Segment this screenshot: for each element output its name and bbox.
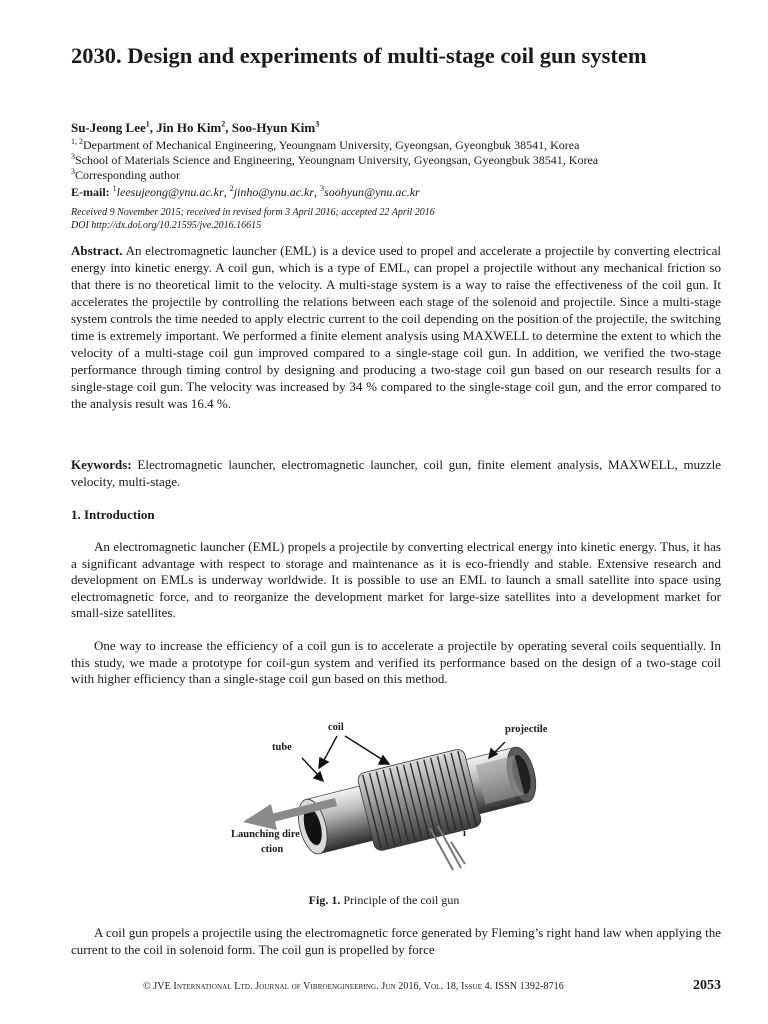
email-address[interactable]: soohyun@ynu.ac.kr [324,185,420,199]
body-paragraph: An electromagnetic launcher (EML) propels a projectile by converting electrical energy into kinetic energy. Thus, it has a significant advantage with respect to storage and maintenance as it is eco-friendly and stable. Extensive research and development on EMLs is underway worldwide. It is possible to use an EML to launch a small satellite into space using electromagnetic force, and to reorganize the development market for large-size satellites into a development market for small-size satellites. [71,539,721,620]
publication-dates [71,207,435,232]
author-name: Soo-Hyun Kim [231,120,316,135]
email-label: E-mail: [71,185,110,199]
affiliation [71,153,598,168]
page-number: 2053 [693,978,721,993]
author-sup: 2 [221,119,226,129]
figure-label-current: i [463,828,466,839]
footer-journal: © JVE International Ltd. Journal of Vibroengineering. Jun 2016, Vol. 18, Issue 4. ISSN 1392-8716 [143,981,564,992]
abstract-label: Abstract. [71,243,123,258]
figure-caption [0,893,768,908]
figure-label-projectile: projectile [505,724,548,735]
email-line: E-mail: $^1$leesujeong@ynu.ac.kr, $^2$jinho@ynu.ac.kr, $^3$soohyun@ynu.ac.kr [71,184,420,199]
email-sup: 1 [112,184,117,193]
keywords-text: Electromagnetic launcher, electromagnetic launcher, coil gun, finite element analysis, MAXWELL, muzzle velocity, multi-stage. [71,457,721,489]
caption-label: Fig. 1. [308,893,341,907]
affiliation-text: School of Materials Science and Engineering, Yeoungnam University, Gyeongsan, Gyeongbuk 38541, Korea [75,153,599,167]
figure-label-launch-line2: ction [261,844,284,855]
email-sup: 3 [320,184,325,193]
figure-label-coil: coil [328,722,344,733]
email-address[interactable]: leesujeong@ynu.ac.kr [116,185,224,199]
doi-line[interactable]: DOI http://dx.doi.org/10.21595/jve.2016.16615 [71,219,262,231]
affiliation-sup: 3 [71,167,75,176]
caption-text: Principle of the coil gun [343,893,460,907]
affiliation [71,138,579,153]
keywords [71,456,721,490]
author-list: Su-Jeong Lee$^1$, Jin Ho Kim$^2$, Soo-Hyun Kim$^3$ [71,119,320,135]
author-name: Jin Ho Kim [156,120,222,135]
affiliation-text: Corresponding author [75,168,180,182]
paper-title: 2030. Design and experiments of multi-stage coil gun system [71,43,647,68]
abstract-text: An electromagnetic launcher (EML) is a device used to propel and accelerate a projectile by converting electrical energy into kinetic energy. A coil gun, which is a type of EML, can propel a projectile without any mechanical friction so that there is no theoretical limit to the velocity. A multi-stage system is a way to raise the effectiveness of the coil gun. It accelerates the projectile by controlling the relations between each stage of the solenoid and projectile. Since a multi-stage system controls the time needed to apply electric current to the coil depending on the position of the projectile, the switching time is extremely important. We performed a finite element analysis using MAXWELL to determine the extent to which the velocity of a multi-stage coil gun improved compared to a single-stage coil gun. In addition, we verified the two-stage performance through timing control by designing and producing a two-stage coil gun based on our research results for a single-stage coil gun. The velocity was increased by 34 % compared to the single-stage coil gun, and the error compared to the analysis result was 16.4 %. [71,243,721,411]
author-sup: 3 [315,119,320,129]
email-sup: 2 [229,184,234,193]
received-line: Received 9 November 2015; received in revised form 3 April 2016; accepted 22 April 2016 [71,207,435,218]
figure-label-launch-line1: Launching dire [231,829,300,840]
affiliation-text: Department of Mechanical Engineering, Yeoungnam University, Gyeongsan, Gyeongbuk 38541, Korea [83,138,580,152]
affiliation-sup: 3 [71,152,75,161]
author-sup: 1 [145,119,150,129]
affiliation-sup: 1, 2 [71,137,83,146]
section-heading: 1. Introduction [71,507,155,522]
keywords-label: Keywords: [71,457,132,472]
body-paragraph: One way to increase the efficiency of a coil gun is to accelerate a projectile by operating several coils sequentially. In this study, we made a prototype for coil-gun system and verified its performance based on the design of a two-stage coil with higher efficiency than a single-stage coil gun based on this method. [71,638,721,686]
body-paragraph: A coil gun propels a projectile using the electromagnetic force generated by Fleming’s right hand law when applying the current to the coil in solenoid form. The coil gun is propelled by force [71,925,721,957]
abstract [71,242,721,412]
affiliation [71,168,180,183]
email-address[interactable]: jinho@ynu.ac.kr [233,185,315,199]
figure-label-tube: tube [272,742,292,753]
author-name: Su-Jeong Lee [71,120,146,135]
coil-gun-figure [225,720,575,890]
